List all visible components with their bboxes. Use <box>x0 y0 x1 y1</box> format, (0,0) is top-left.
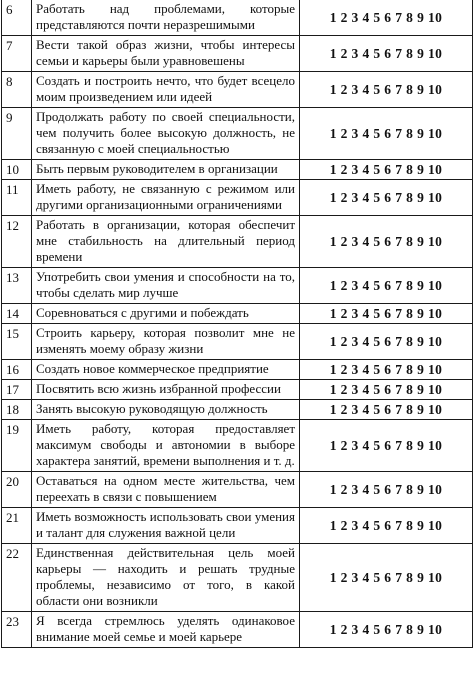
rating-scale[interactable]: 1 2 3 4 5 6 7 8 9 10 <box>300 268 473 304</box>
table-row <box>2 36 473 72</box>
row-number: 10 <box>2 160 32 180</box>
rating-scale[interactable]: 1 2 3 4 5 6 7 8 9 10 <box>300 216 473 268</box>
table-row <box>2 160 473 180</box>
rating-scale[interactable]: 1 2 3 4 5 6 7 8 9 10 <box>300 360 473 380</box>
table-row <box>2 0 473 36</box>
rating-scale[interactable]: 1 2 3 4 5 6 7 8 9 10 <box>300 304 473 324</box>
rating-scale[interactable]: 1 2 3 4 5 6 7 8 9 10 <box>300 160 473 180</box>
statement-text: Вести такой образ жизни, чтобы интересы семьи и карьеры были уравновешены <box>32 36 300 72</box>
row-number: 14 <box>2 304 32 324</box>
table-row <box>2 360 473 380</box>
statement-text: Работать над проблемами, которые представляются почти неразрешимыми <box>32 0 300 36</box>
rating-scale[interactable]: 1 2 3 4 5 6 7 8 9 10 <box>300 0 473 36</box>
rating-scale[interactable]: 1 2 3 4 5 6 7 8 9 10 <box>300 472 473 508</box>
row-number: 20 <box>2 472 32 508</box>
statement-text: Занять высокую руководящую должность <box>32 400 300 420</box>
table-row <box>2 508 473 544</box>
table-row <box>2 400 473 420</box>
rating-scale[interactable]: 1 2 3 4 5 6 7 8 9 10 <box>300 544 473 612</box>
row-number: 19 <box>2 420 32 472</box>
statement-text: Иметь работу, которая предоставляет максимум свободы и автономии в выборе характера занятий, времени выполнения и т. д. <box>32 420 300 472</box>
table-row <box>2 612 473 648</box>
table-row <box>2 180 473 216</box>
row-number: 16 <box>2 360 32 380</box>
statement-text: Посвятить всю жизнь избранной профессии <box>32 380 300 400</box>
statement-text: Иметь работу, не связанную с режимом или другими организационными ограничениями <box>32 180 300 216</box>
rating-scale[interactable]: 1 2 3 4 5 6 7 8 9 10 <box>300 508 473 544</box>
statement-text: Продолжать работу по своей специальности, чем получить более высокую должность, не связанную с моей специальностью <box>32 108 300 160</box>
rating-scale[interactable]: 1 2 3 4 5 6 7 8 9 10 <box>300 36 473 72</box>
table-row <box>2 72 473 108</box>
statement-text: Быть первым руководителем в организации <box>32 160 300 180</box>
row-number: 13 <box>2 268 32 304</box>
row-number: 12 <box>2 216 32 268</box>
row-number: 22 <box>2 544 32 612</box>
table-row <box>2 380 473 400</box>
rating-scale[interactable]: 1 2 3 4 5 6 7 8 9 10 <box>300 180 473 216</box>
rating-scale[interactable]: 1 2 3 4 5 6 7 8 9 10 <box>300 612 473 648</box>
table-row <box>2 216 473 268</box>
row-number: 17 <box>2 380 32 400</box>
statement-text: Создать и построить нечто, что будет всецело моим произведением или идеей <box>32 72 300 108</box>
statement-text: Строить карьеру, которая позволит мне не изменять моему образу жизни <box>32 324 300 360</box>
table-row <box>2 108 473 160</box>
table-row <box>2 304 473 324</box>
row-number: 9 <box>2 108 32 160</box>
statement-text: Работать в организации, которая обеспечит мне стабильность на длительный период времени <box>32 216 300 268</box>
row-number: 6 <box>2 0 32 36</box>
statement-text: Употребить свои умения и способности на то, чтобы сделать мир лучше <box>32 268 300 304</box>
row-number: 8 <box>2 72 32 108</box>
rating-scale[interactable]: 1 2 3 4 5 6 7 8 9 10 <box>300 72 473 108</box>
row-number: 21 <box>2 508 32 544</box>
statement-text: Оставаться на одном месте жительства, чем переехать в связи с повышением <box>32 472 300 508</box>
row-number: 7 <box>2 36 32 72</box>
row-number: 23 <box>2 612 32 648</box>
rating-scale[interactable]: 1 2 3 4 5 6 7 8 9 10 <box>300 380 473 400</box>
statement-text: Единственная действительная цель моей карьеры — находить и решать трудные проблемы, независимо от того, в какой области они возникли <box>32 544 300 612</box>
statement-text: Я всегда стремлюсь уделять одинаковое внимание моей семье и моей карьере <box>32 612 300 648</box>
row-number: 15 <box>2 324 32 360</box>
career-anchors-table <box>1 0 473 648</box>
row-number: 18 <box>2 400 32 420</box>
statement-text: Соревноваться с другими и побеждать <box>32 304 300 324</box>
table-row <box>2 420 473 472</box>
table-row <box>2 544 473 612</box>
row-number: 11 <box>2 180 32 216</box>
table-row <box>2 324 473 360</box>
table-row <box>2 268 473 304</box>
table-row <box>2 472 473 508</box>
table-body <box>2 0 473 648</box>
rating-scale[interactable]: 1 2 3 4 5 6 7 8 9 10 <box>300 324 473 360</box>
rating-scale[interactable]: 1 2 3 4 5 6 7 8 9 10 <box>300 420 473 472</box>
rating-scale[interactable]: 1 2 3 4 5 6 7 8 9 10 <box>300 400 473 420</box>
statement-text: Иметь возможность использовать свои умения и талант для служения важной цели <box>32 508 300 544</box>
statement-text: Создать новое коммерческое предприятие <box>32 360 300 380</box>
rating-scale[interactable]: 1 2 3 4 5 6 7 8 9 10 <box>300 108 473 160</box>
